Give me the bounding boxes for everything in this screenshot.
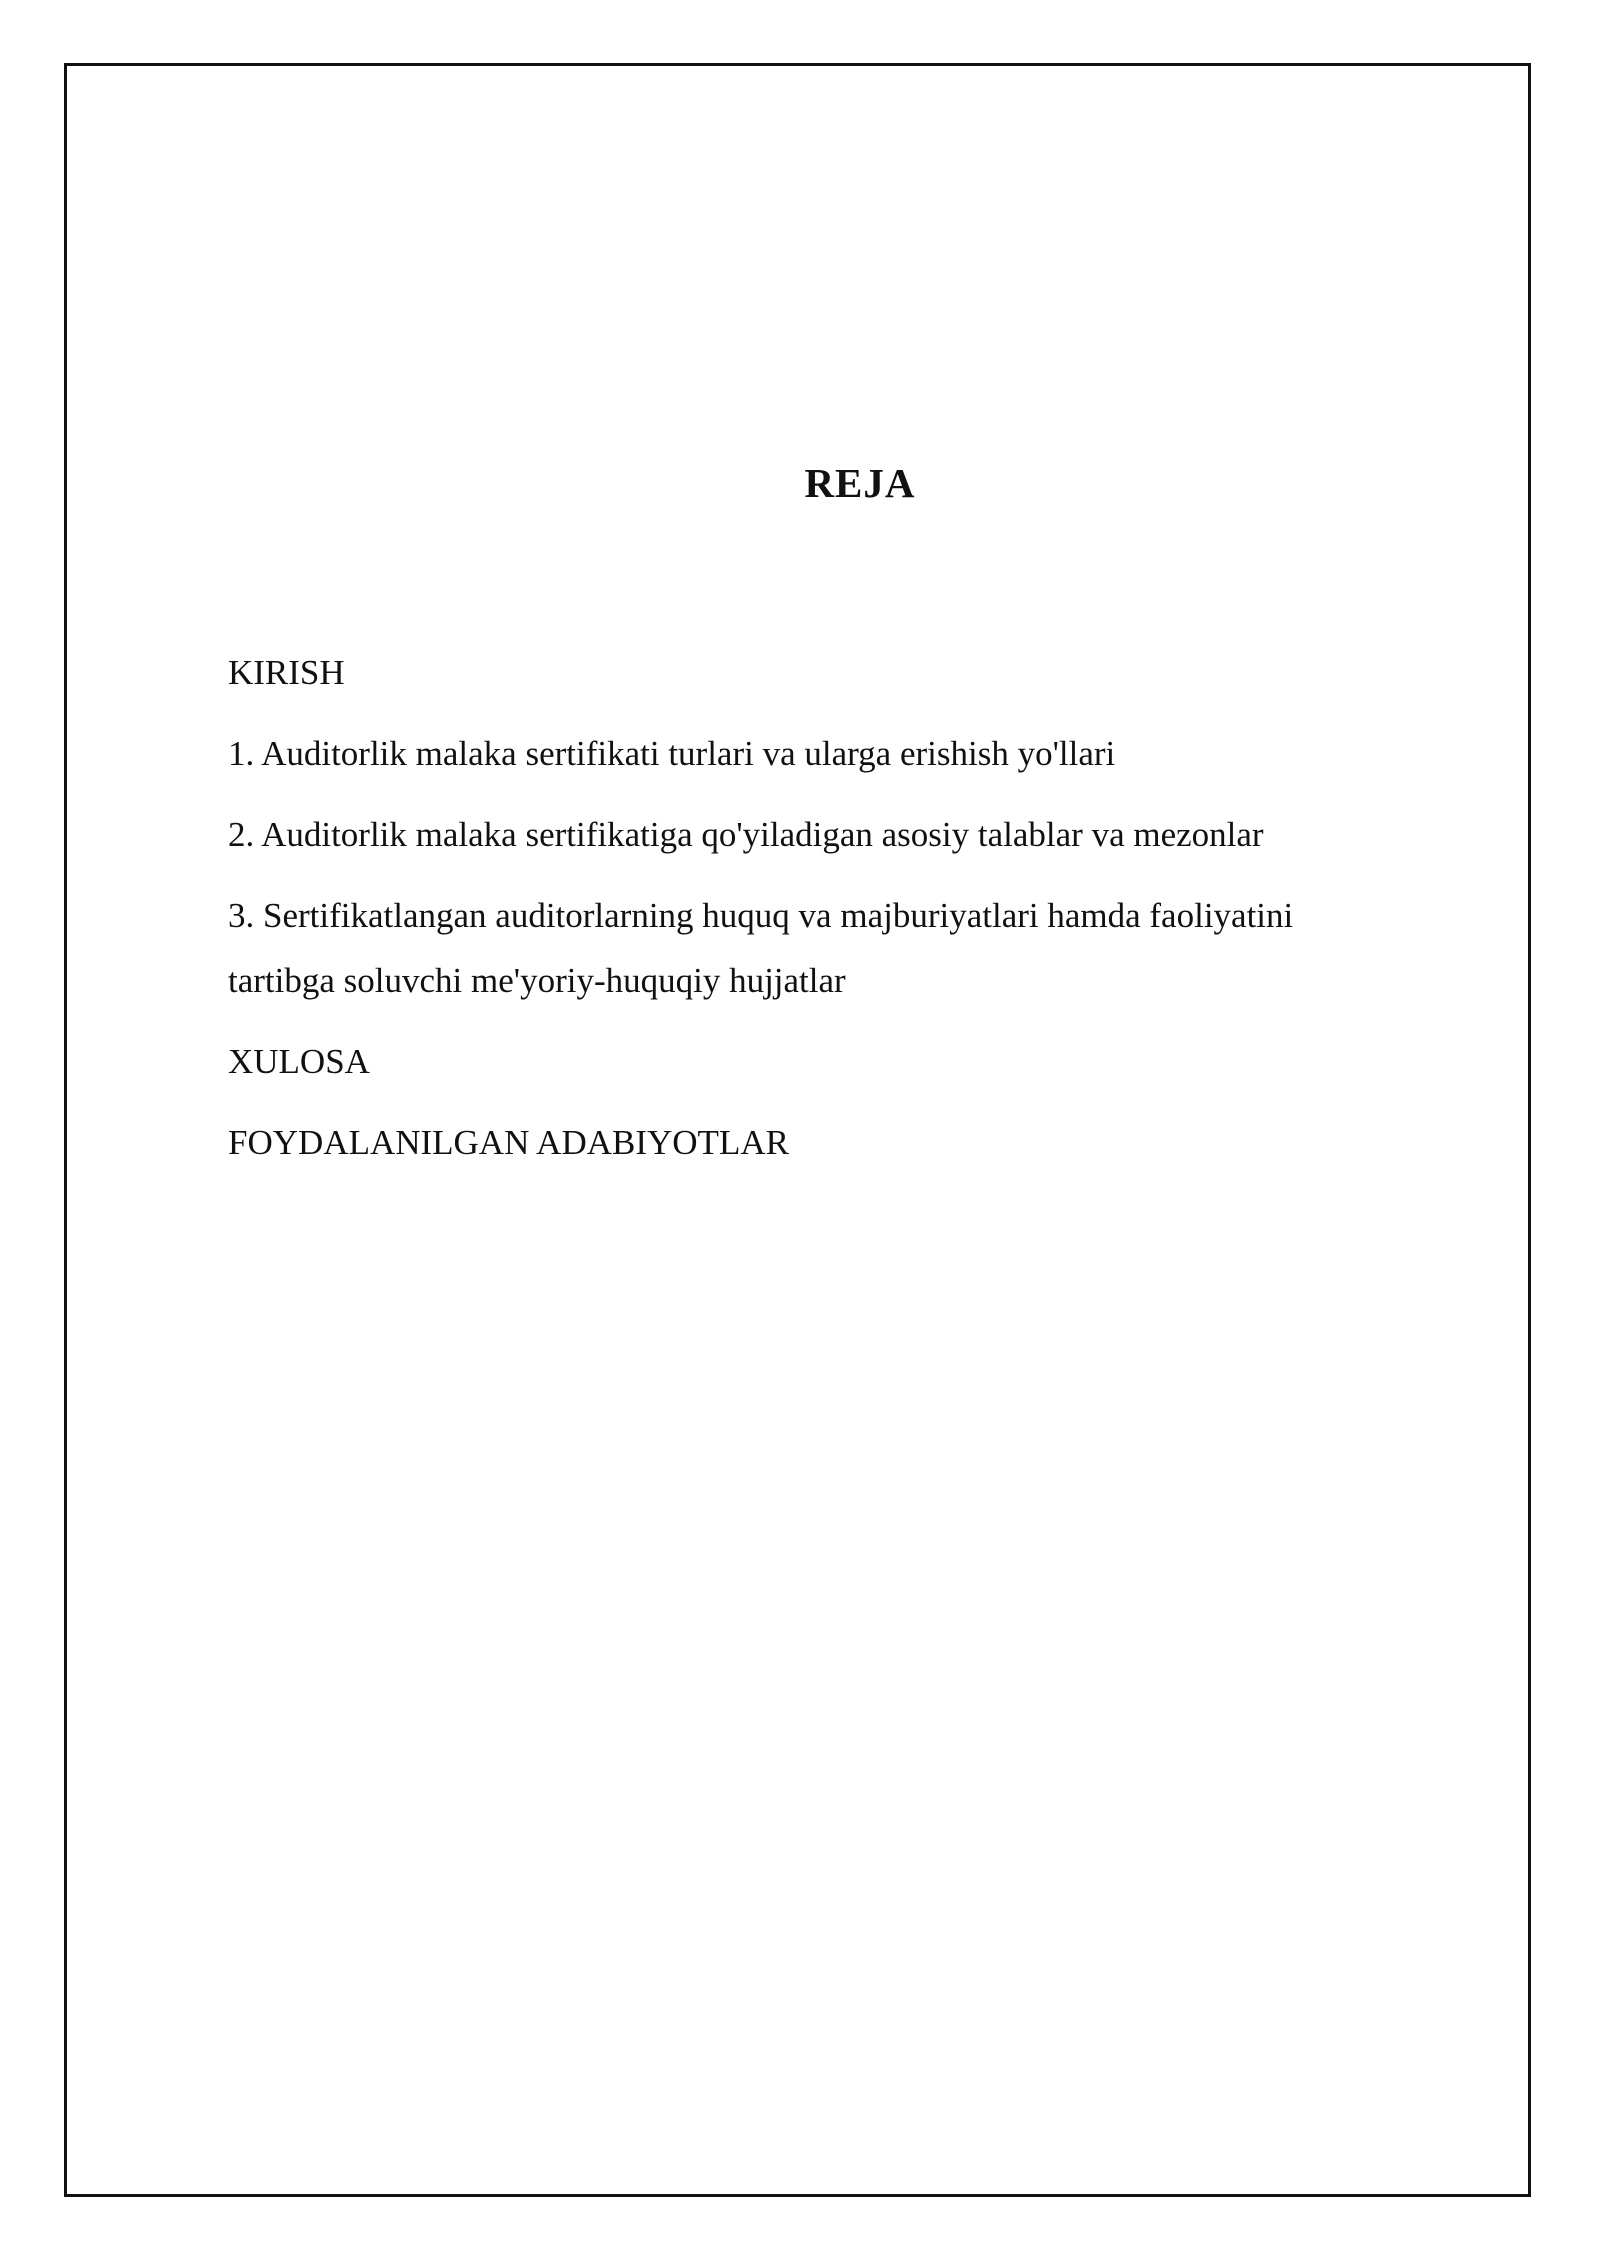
toc-item-section-1: 1. Auditorlik malaka sertifikati turlari va ularga erishish yo'llari — [228, 734, 1116, 773]
toc-item-conclusion: XULOSA — [228, 1042, 370, 1081]
toc-item-introduction: KIRISH — [228, 653, 345, 692]
table-of-contents — [228, 640, 1408, 1191]
page-title: REJA — [804, 460, 916, 506]
toc-item-section-3: 3. Sertifikatlangan auditorlarning huquq va majburiyatlari hamda faoliyatini tartibga soluvchi me'yoriy-huquqiy hujjatlar — [228, 896, 1294, 1000]
toc-item-section-2: 2. Auditorlik malaka sertifikatiga qo'yiladigan asosiy talablar va mezonlar — [228, 815, 1264, 854]
toc-item-references: FOYDALANILGAN ADABIYOTLAR — [228, 1123, 789, 1162]
